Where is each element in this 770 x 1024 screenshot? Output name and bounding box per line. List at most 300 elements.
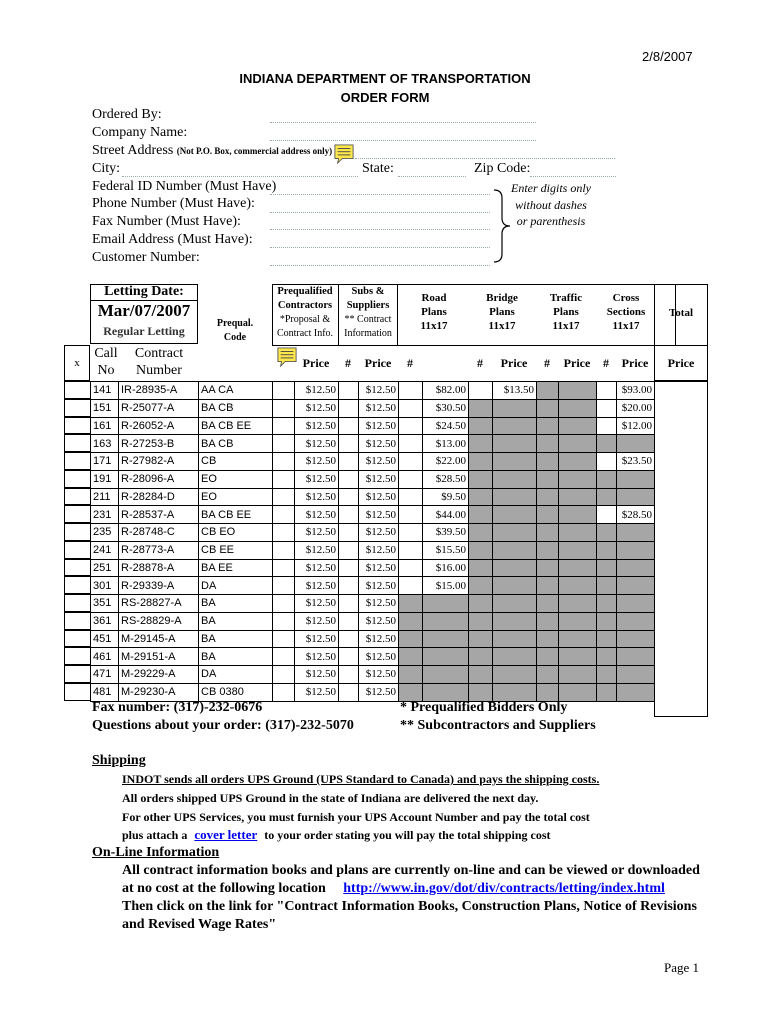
table-row (91, 666, 655, 684)
subs-qty-cell[interactable] (339, 683, 359, 701)
table-row (91, 648, 655, 666)
call-number-cell: 151 (91, 399, 119, 417)
traffic-price-cell (559, 541, 597, 559)
bridge-price-cell (493, 612, 537, 630)
traffic-plans-header: Traffic Plans 11x17 (549, 292, 583, 332)
call-number-cell: 481 (91, 683, 119, 701)
road-qty-cell[interactable] (399, 595, 423, 613)
bridge-plans-header: Bridge Plans 11x17 (486, 292, 518, 332)
prequal-qty-cell[interactable] (273, 470, 295, 488)
traffic-qty-cell[interactable] (537, 630, 559, 648)
bridge-qty-cell[interactable] (469, 435, 493, 453)
cross-qty-cell[interactable] (597, 524, 617, 542)
ordered-by-field[interactable] (270, 122, 536, 123)
prequal-code-header: Prequal. Code (216, 318, 254, 343)
street-address-label: Street Address (Not P.O. Box, commercial address only) (92, 143, 333, 158)
bridge-price-cell (493, 648, 537, 666)
traffic-price-cell (559, 382, 597, 400)
prequal-price-cell: $12.50 (295, 541, 339, 559)
traffic-price-cell (559, 488, 597, 506)
prequal-code-cell: BA (199, 612, 273, 630)
contract-number-cell: R-28537-A (119, 506, 199, 524)
prequal-qty-cell[interactable] (273, 382, 295, 400)
row-select-cell[interactable] (64, 612, 90, 630)
road-qty-cell[interactable] (399, 506, 423, 524)
cross-price-cell (617, 595, 655, 613)
email-field[interactable] (270, 247, 490, 248)
bridge-price-cell (493, 541, 537, 559)
road-qty-cell[interactable] (399, 666, 423, 684)
bridge-price-cell: $13.50 (493, 382, 537, 400)
prequal-qty-cell[interactable] (273, 577, 295, 595)
road-plans-header: Road Plans 11x17 (420, 292, 448, 332)
online-line-3: Then click on the link for "Contract Information Books, Construction Plans, Notice of Revisions (122, 899, 697, 914)
subs-qty-cell[interactable] (339, 541, 359, 559)
cross-price-cell: $23.50 (617, 453, 655, 471)
road-qty-cell[interactable] (399, 524, 423, 542)
ordered-by-label: Ordered By: (92, 107, 162, 122)
call-number-cell: 141 (91, 382, 119, 400)
prequal-price-cell: $12.50 (295, 595, 339, 613)
bridge-qty-cell[interactable] (469, 488, 493, 506)
phone-field[interactable] (270, 212, 490, 213)
traffic-qty-cell[interactable] (537, 541, 559, 559)
prequal-price-cell: $12.50 (295, 559, 339, 577)
fax-field[interactable] (270, 229, 490, 230)
contract-number-header: Contract Number (134, 346, 184, 378)
prequal-qty-cell[interactable] (273, 453, 295, 471)
bridge-qty-cell[interactable] (469, 399, 493, 417)
select-x-header: x (74, 357, 80, 369)
prequal-code-cell: BA (199, 630, 273, 648)
road-price-cell: $28.50 (423, 470, 469, 488)
cross-qty-cell[interactable] (597, 666, 617, 684)
prequal-qty-cell[interactable] (273, 541, 295, 559)
table-row (91, 399, 655, 417)
prequal-qty-cell[interactable] (273, 648, 295, 666)
prequal-qty-cell[interactable] (273, 595, 295, 613)
bridge-qty-cell[interactable] (469, 506, 493, 524)
traffic-price-cell (559, 559, 597, 577)
cross-qty-cell[interactable] (597, 630, 617, 648)
road-price-cell: $82.00 (423, 382, 469, 400)
phone-label: Phone Number (Must Have): (92, 196, 255, 211)
subs-qty-cell[interactable] (339, 524, 359, 542)
road-price-cell: $44.00 (423, 506, 469, 524)
road-price-cell: $16.00 (423, 559, 469, 577)
table-row (91, 577, 655, 595)
row-select-cell[interactable] (64, 665, 90, 683)
prequal-qty-cell[interactable] (273, 524, 295, 542)
cross-qty-cell[interactable] (597, 541, 617, 559)
subs-qty-cell[interactable] (339, 595, 359, 613)
road-price-cell: $24.50 (423, 417, 469, 435)
subs-qty-cell[interactable] (339, 382, 359, 400)
traffic-price-cell (559, 399, 597, 417)
traffic-price-cell (559, 435, 597, 453)
prequal-qty-cell[interactable] (273, 417, 295, 435)
city-label: City: (92, 161, 121, 176)
road-qty-cell[interactable] (399, 417, 423, 435)
row-select-cell[interactable] (64, 559, 90, 577)
cross-price-cell: $12.00 (617, 417, 655, 435)
bridge-qty-cell[interactable] (469, 541, 493, 559)
cross-price-cell (617, 488, 655, 506)
total-price-header: Price (667, 356, 695, 370)
prequal-price-cell: $12.50 (295, 506, 339, 524)
cross-qty-cell[interactable] (597, 382, 617, 400)
traffic-qty-cell[interactable] (537, 648, 559, 666)
title-line-1: INDIANA DEPARTMENT OF TRANSPORTATION (239, 71, 531, 86)
zip-field[interactable] (530, 176, 616, 177)
traffic-qty-cell[interactable] (537, 417, 559, 435)
subs-qty-cell[interactable] (339, 630, 359, 648)
road-qty-cell[interactable] (399, 382, 423, 400)
road-qty-cell[interactable] (399, 488, 423, 506)
prequal-code-cell: DA (199, 577, 273, 595)
cross-qty-cell[interactable] (597, 506, 617, 524)
cross-qty-cell[interactable] (597, 435, 617, 453)
prequal-price-cell: $12.50 (295, 470, 339, 488)
bridge-qty-cell[interactable] (469, 595, 493, 613)
traffic-qty-cell[interactable] (537, 683, 559, 701)
bridge-price-cell (493, 595, 537, 613)
cross-qty-cell[interactable] (597, 470, 617, 488)
bridge-qty-cell[interactable] (469, 382, 493, 400)
shipping-line-3: For other UPS Services, you must furnish your UPS Account Number and pay the total cost (122, 810, 590, 824)
hash-header: # (345, 356, 351, 370)
table-row (91, 488, 655, 506)
prequal-qty-cell[interactable] (273, 399, 295, 417)
call-number-cell: 351 (91, 595, 119, 613)
federal-id-field[interactable] (270, 194, 490, 195)
prequal-code-cell: BA (199, 595, 273, 613)
row-select-cell[interactable] (64, 523, 90, 541)
traffic-price-cell (559, 683, 597, 701)
road-qty-cell[interactable] (399, 577, 423, 595)
traffic-qty-cell[interactable] (537, 382, 559, 400)
traffic-price-cell (559, 630, 597, 648)
contract-number-cell: R-27253-B (119, 435, 199, 453)
subs-price-cell: $12.50 (359, 577, 399, 595)
cross-price-cell (617, 630, 655, 648)
letting-url-link[interactable]: http://www.in.gov/dot/div/contracts/letting/index.html (343, 881, 665, 896)
row-select-cell[interactable] (64, 505, 90, 523)
contract-number-cell: R-29339-A (119, 577, 199, 595)
cross-qty-cell[interactable] (597, 683, 617, 701)
bridge-qty-cell[interactable] (469, 612, 493, 630)
call-number-cell: 171 (91, 453, 119, 471)
row-select-cell[interactable] (64, 683, 90, 701)
letting-date-label: Letting Date: (104, 284, 184, 299)
prequal-qty-cell[interactable] (273, 683, 295, 701)
cross-price-cell (617, 524, 655, 542)
subs-price-cell: $12.50 (359, 612, 399, 630)
row-select-cell[interactable] (64, 434, 90, 452)
cross-qty-cell[interactable] (597, 453, 617, 471)
cross-qty-cell[interactable] (597, 595, 617, 613)
traffic-price-cell (559, 612, 597, 630)
call-number-cell: 471 (91, 666, 119, 684)
cross-qty-cell[interactable] (597, 488, 617, 506)
road-price-cell: $22.00 (423, 453, 469, 471)
fax-number: Fax number: (317)-232-0676 (92, 700, 263, 715)
subs-header: Subs & Suppliers ** Contract Information (344, 286, 392, 339)
subs-price-cell: $12.50 (359, 666, 399, 684)
prequal-price-cell: $12.50 (295, 435, 339, 453)
cross-qty-cell[interactable] (597, 417, 617, 435)
call-number-cell: 361 (91, 612, 119, 630)
online-line-1: All contract information books and plans are currently on-line and can be viewed or downloaded (122, 863, 700, 878)
prequal-price-cell: $12.50 (295, 488, 339, 506)
bridge-price-cell (493, 666, 537, 684)
call-number-cell: 231 (91, 506, 119, 524)
subs-price-cell: $12.50 (359, 435, 399, 453)
traffic-qty-cell[interactable] (537, 435, 559, 453)
prequal-code-cell: EO (199, 488, 273, 506)
traffic-qty-cell[interactable] (537, 470, 559, 488)
row-select-cell[interactable] (64, 541, 90, 559)
prequal-qty-cell[interactable] (273, 506, 295, 524)
prequal-qty-cell[interactable] (273, 435, 295, 453)
cover-letter-link[interactable]: cover letter (194, 827, 258, 842)
row-select-cell[interactable] (64, 399, 90, 417)
subs-qty-cell[interactable] (339, 435, 359, 453)
bridge-price-cell (493, 399, 537, 417)
subs-price-cell: $12.50 (359, 506, 399, 524)
prequal-qty-cell[interactable] (273, 630, 295, 648)
cross-qty-cell[interactable] (597, 577, 617, 595)
road-qty-cell[interactable] (399, 648, 423, 666)
bridge-qty-cell[interactable] (469, 453, 493, 471)
bridge-qty-cell[interactable] (469, 524, 493, 542)
call-number-cell: 191 (91, 470, 119, 488)
online-line-4: and Revised Wage Rates" (122, 917, 277, 932)
cross-price-cell: $93.00 (617, 382, 655, 400)
total-input[interactable] (654, 381, 708, 717)
call-number-cell: 163 (91, 435, 119, 453)
row-select-cell[interactable] (64, 452, 90, 470)
row-select-cell[interactable] (64, 488, 90, 506)
prequal-note: * Prequalified Bidders Only (400, 700, 568, 715)
table-row (91, 541, 655, 559)
traffic-qty-cell[interactable] (537, 399, 559, 417)
bridge-price-cell (493, 559, 537, 577)
prequal-qty-cell[interactable] (273, 488, 295, 506)
table-row (91, 417, 655, 435)
shipping-line-1: INDOT sends all orders UPS Ground (UPS Standard to Canada) and pays the shipping costs. (122, 772, 600, 786)
company-name-field[interactable] (270, 140, 536, 141)
road-qty-cell[interactable] (399, 683, 423, 701)
contract-number-cell: R-28284-D (119, 488, 199, 506)
subs-price-cell: $12.50 (359, 417, 399, 435)
hash-header: # (603, 356, 609, 370)
subs-price-cell: $12.50 (359, 399, 399, 417)
customer-number-field[interactable] (270, 265, 490, 266)
company-name-label: Company Name: (92, 125, 188, 140)
subs-qty-cell[interactable] (339, 417, 359, 435)
row-select-cell[interactable] (64, 381, 90, 399)
contract-number-cell: R-25077-A (119, 399, 199, 417)
subs-price-cell: $12.50 (359, 453, 399, 471)
cross-sections-header: Cross Sections 11x17 (606, 292, 646, 332)
road-qty-cell[interactable] (399, 399, 423, 417)
contract-number-cell: IR-28935-A (119, 382, 199, 400)
bridge-price-cell (493, 453, 537, 471)
subs-qty-cell[interactable] (339, 506, 359, 524)
bridge-price-cell (493, 417, 537, 435)
subs-price-cell: $12.50 (359, 595, 399, 613)
call-no-header: Call No (94, 346, 118, 378)
prequal-code-cell: CB EO (199, 524, 273, 542)
prequal-price-cell: $12.50 (295, 417, 339, 435)
bridge-qty-cell[interactable] (469, 417, 493, 435)
road-price-cell: $30.50 (423, 399, 469, 417)
total-header: Total (668, 307, 694, 319)
street-address-note: (Not P.O. Box, commercial address only) (176, 146, 333, 156)
subs-qty-cell[interactable] (339, 559, 359, 577)
traffic-price-cell (559, 648, 597, 666)
row-select-cell[interactable] (64, 594, 90, 612)
contract-number-cell: R-27982-A (119, 453, 199, 471)
road-price-cell: $39.50 (423, 524, 469, 542)
subs-note: ** Subcontractors and Suppliers (400, 718, 596, 733)
table-row (91, 382, 655, 400)
subs-qty-cell[interactable] (339, 488, 359, 506)
traffic-qty-cell[interactable] (537, 595, 559, 613)
subs-qty-cell[interactable] (339, 453, 359, 471)
shipping-line-4: plus attach a cover letter to your order stating you will pay the total shipping cost (122, 827, 551, 842)
subs-qty-cell[interactable] (339, 577, 359, 595)
cross-price-cell (617, 683, 655, 701)
bridge-price-cell (493, 630, 537, 648)
prequal-price-cell: $12.50 (295, 612, 339, 630)
cross-price-cell: $28.50 (617, 506, 655, 524)
bridge-qty-cell[interactable] (469, 577, 493, 595)
digits-note: Enter digits only without dashes or parenthesis (511, 181, 591, 228)
cross-qty-cell[interactable] (597, 559, 617, 577)
table-row (91, 559, 655, 577)
subs-qty-cell[interactable] (339, 648, 359, 666)
road-qty-cell[interactable] (399, 630, 423, 648)
city-field[interactable] (122, 176, 358, 177)
hash-header: # (407, 356, 413, 370)
bridge-price-cell (493, 524, 537, 542)
bridge-qty-cell[interactable] (469, 470, 493, 488)
call-number-cell: 251 (91, 559, 119, 577)
row-select-cell[interactable] (64, 470, 90, 488)
road-qty-cell[interactable] (399, 435, 423, 453)
page-number: Page 1 (664, 960, 700, 975)
row-select-cell[interactable] (64, 630, 90, 648)
price-header: Price (364, 356, 392, 370)
bridge-qty-cell[interactable] (469, 666, 493, 684)
call-number-cell: 451 (91, 630, 119, 648)
contract-number-cell: R-26052-A (119, 417, 199, 435)
street-address-field[interactable] (355, 158, 615, 159)
subs-qty-cell[interactable] (339, 666, 359, 684)
subs-qty-cell[interactable] (339, 399, 359, 417)
contract-number-cell: RS-28827-A (119, 595, 199, 613)
table-row (91, 612, 655, 630)
row-select-cell[interactable] (64, 576, 90, 594)
traffic-qty-cell[interactable] (537, 612, 559, 630)
state-field[interactable] (398, 176, 466, 177)
cross-price-cell (617, 559, 655, 577)
shipping-line-2: All orders shipped UPS Ground in the state of Indiana are delivered the next day. (122, 791, 539, 805)
online-heading: On-Line Information (92, 845, 220, 860)
subs-price-cell: $12.50 (359, 559, 399, 577)
bridge-qty-cell[interactable] (469, 559, 493, 577)
email-label: Email Address (Must Have): (92, 232, 253, 247)
traffic-qty-cell[interactable] (537, 577, 559, 595)
bridge-price-cell (493, 506, 537, 524)
contract-number-cell: M-29151-A (119, 648, 199, 666)
road-qty-cell[interactable] (399, 559, 423, 577)
subs-price-cell: $12.50 (359, 541, 399, 559)
traffic-qty-cell[interactable] (537, 524, 559, 542)
traffic-qty-cell[interactable] (537, 488, 559, 506)
cross-price-cell (617, 541, 655, 559)
traffic-qty-cell[interactable] (537, 666, 559, 684)
prequal-price-cell: $12.50 (295, 577, 339, 595)
prequal-qty-cell[interactable] (273, 612, 295, 630)
subs-price-cell: $12.50 (359, 488, 399, 506)
subs-price-cell: $12.50 (359, 683, 399, 701)
table-row (91, 453, 655, 471)
road-qty-cell[interactable] (399, 541, 423, 559)
call-number-cell: 161 (91, 417, 119, 435)
prequal-code-cell: BA CB EE (199, 506, 273, 524)
cross-qty-cell[interactable] (597, 399, 617, 417)
road-qty-cell[interactable] (399, 470, 423, 488)
prequal-qty-cell[interactable] (273, 666, 295, 684)
comment-note-icon[interactable] (333, 144, 355, 164)
cross-qty-cell[interactable] (597, 612, 617, 630)
subs-price-cell: $12.50 (359, 648, 399, 666)
bridge-qty-cell[interactable] (469, 683, 493, 701)
prequal-qty-cell[interactable] (273, 559, 295, 577)
row-select-cell[interactable] (64, 647, 90, 665)
prequal-code-cell: CB (199, 453, 273, 471)
letting-date-value: Mar/07/2007 (97, 301, 191, 320)
road-qty-cell[interactable] (399, 612, 423, 630)
bridge-qty-cell[interactable] (469, 648, 493, 666)
subs-price-cell: $12.50 (359, 630, 399, 648)
traffic-qty-cell[interactable] (537, 506, 559, 524)
table-row (91, 506, 655, 524)
subs-qty-cell[interactable] (339, 470, 359, 488)
row-select-cell[interactable] (64, 417, 90, 435)
prequal-price-cell: $12.50 (295, 666, 339, 684)
contract-number-cell: M-29145-A (119, 630, 199, 648)
prequal-price-cell: $12.50 (295, 399, 339, 417)
bridge-price-cell (493, 577, 537, 595)
road-price-cell (423, 683, 469, 701)
road-qty-cell[interactable] (399, 453, 423, 471)
bridge-qty-cell[interactable] (469, 630, 493, 648)
prequal-price-cell: $12.50 (295, 382, 339, 400)
subs-qty-cell[interactable] (339, 612, 359, 630)
online-line-2: at no cost at the following location http://www.in.gov/dot/div/contracts/letting/index.html (122, 881, 665, 896)
traffic-qty-cell[interactable] (537, 453, 559, 471)
traffic-qty-cell[interactable] (537, 559, 559, 577)
table-row (91, 595, 655, 613)
cross-price-cell (617, 666, 655, 684)
call-number-cell: 461 (91, 648, 119, 666)
contract-number-cell: M-29229-A (119, 666, 199, 684)
cross-qty-cell[interactable] (597, 648, 617, 666)
